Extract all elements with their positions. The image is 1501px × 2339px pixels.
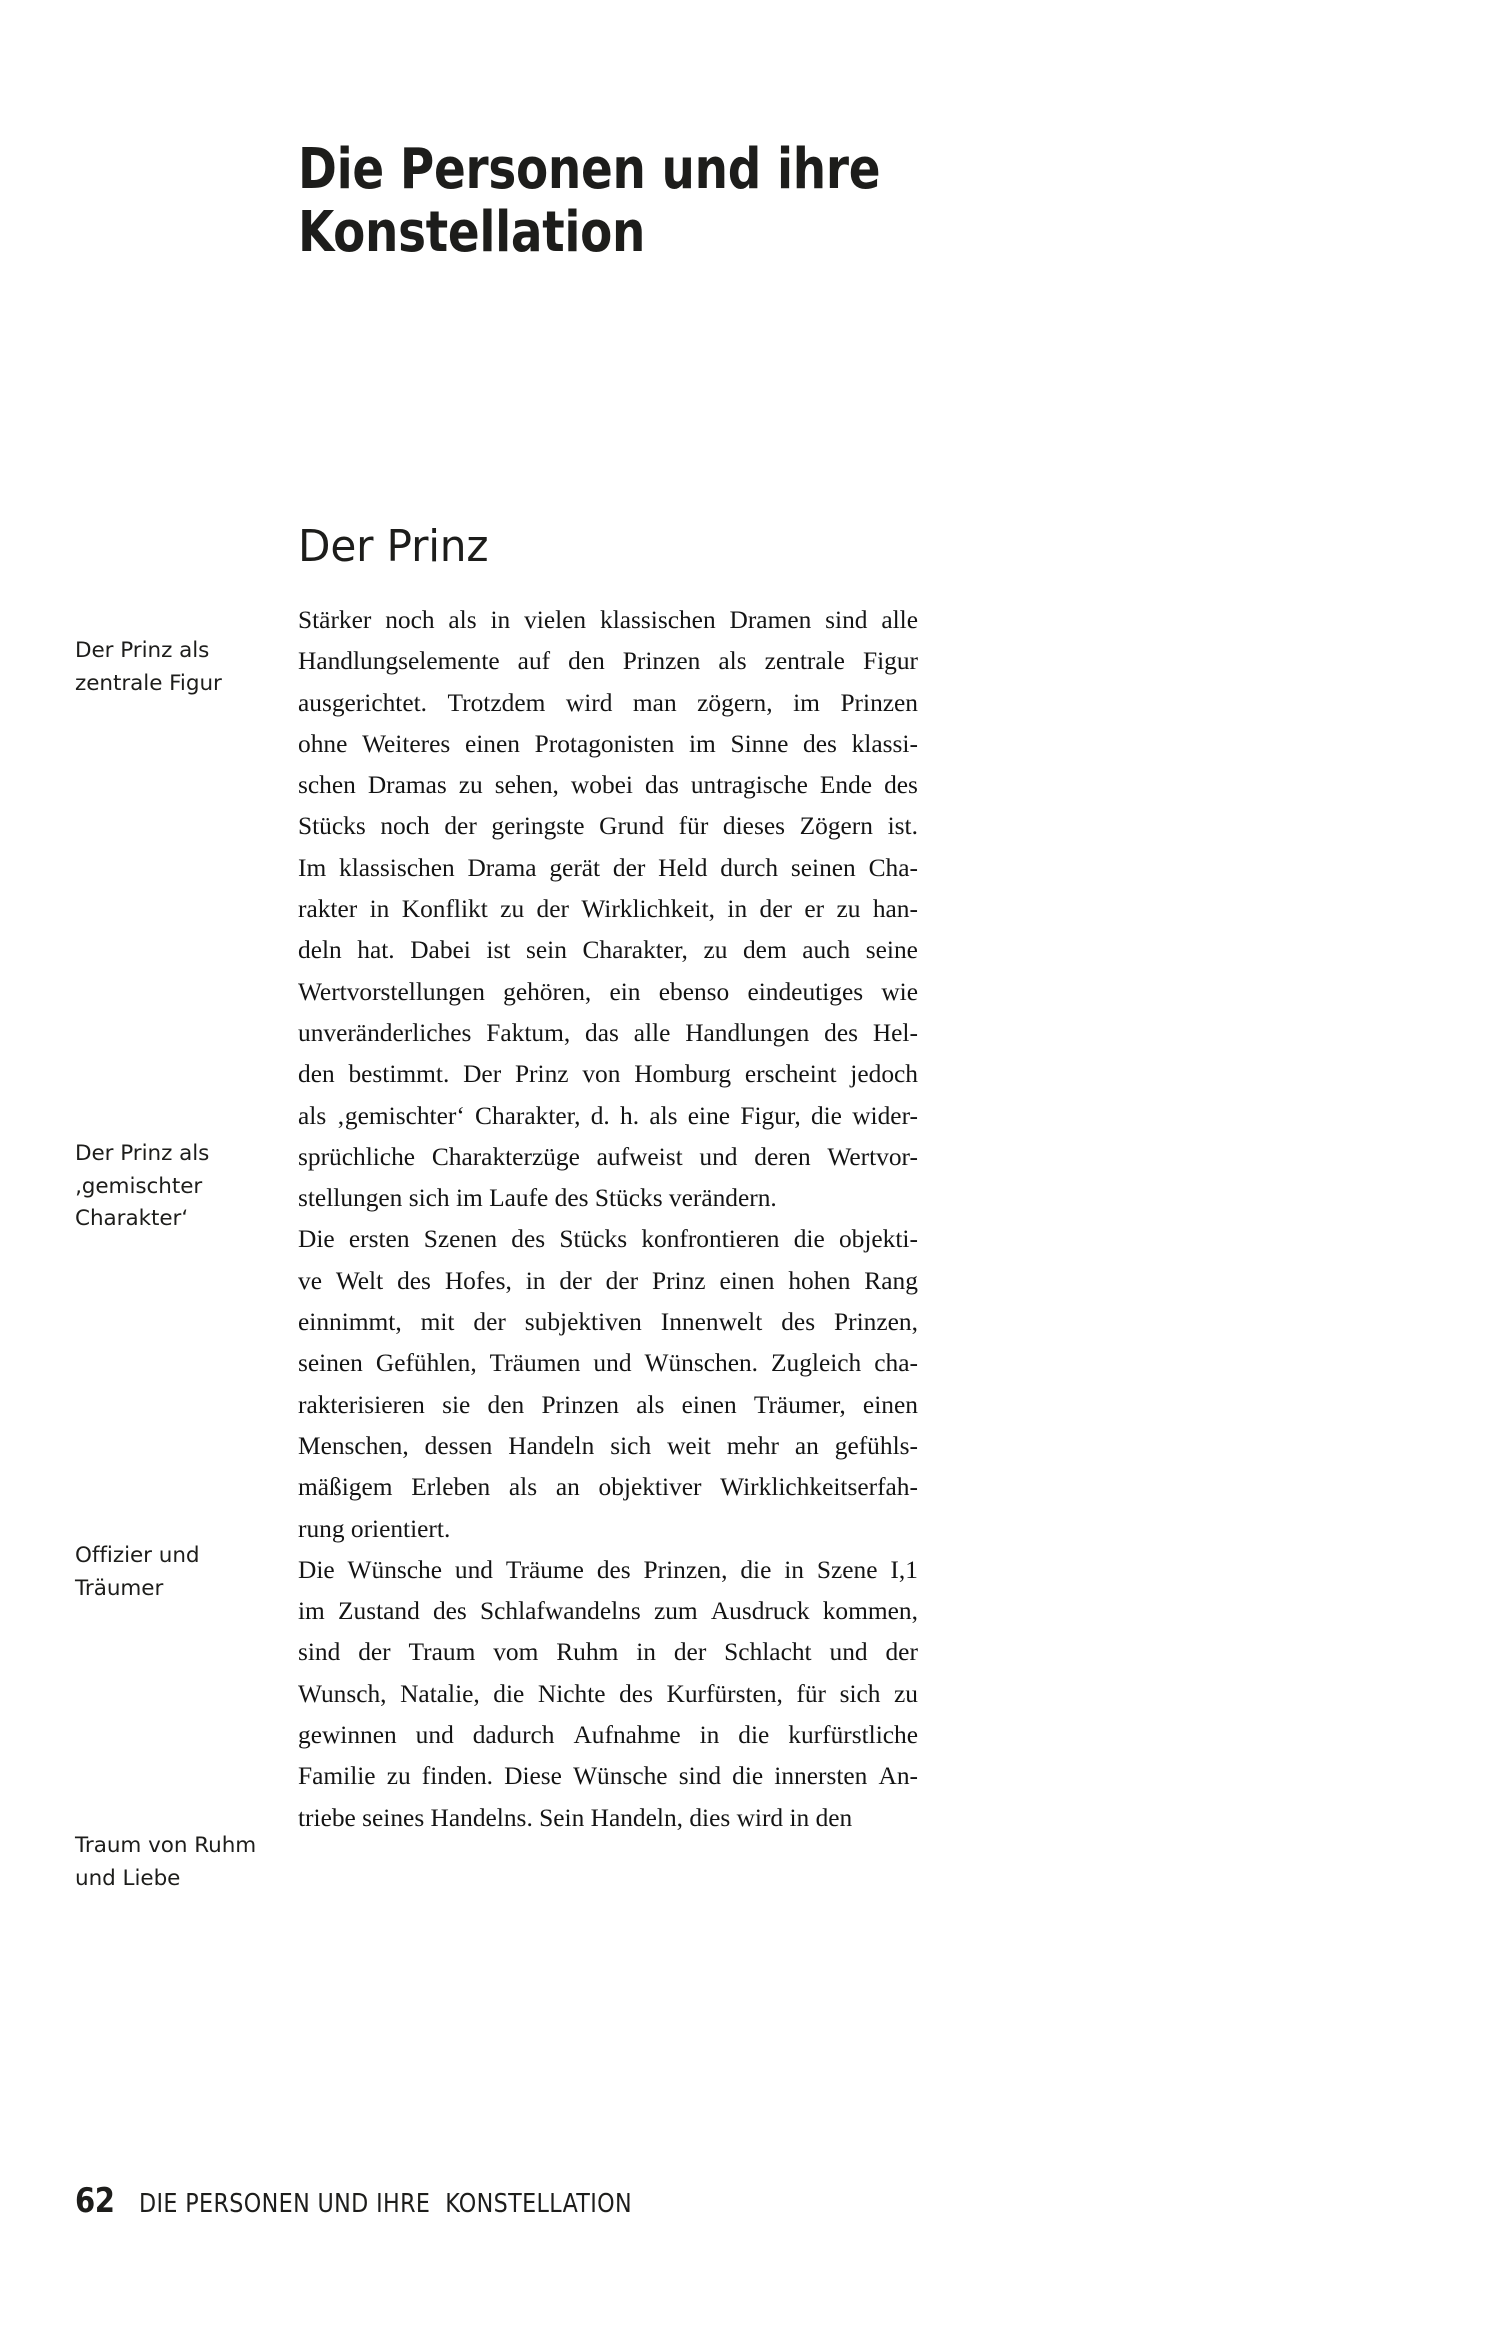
footer-page-number: 62 xyxy=(75,2181,115,2221)
body-line: unveränderliches Faktum, das alle Handlungen des Hel- xyxy=(298,1018,918,1047)
body-line: Im klassischen Drama gerät der Held durch seinen Cha- xyxy=(298,853,918,882)
body-line: Stärker noch als in vielen klassischen Dramen sind alle xyxy=(298,606,918,634)
body-line: im Zustand des Schlafwandelns zum Ausdruck kommen, xyxy=(298,1597,918,1626)
margin-note-line: und Liebe xyxy=(75,1865,181,1891)
body-line: Stücks noch der geringste Grund für dieses Zögern ist. xyxy=(298,812,918,841)
body-line: rung orientiert. xyxy=(298,1514,451,1543)
body-line: rakter in Konflikt zu der Wirklichkeit, in der er zu han- xyxy=(298,895,918,924)
margin-note-line: ‚gemischter xyxy=(75,1173,203,1199)
body-line: schen Dramas zu sehen, wobei das untragische Ende des xyxy=(298,771,918,800)
margin-note-line: Der Prinz als xyxy=(75,1141,210,1166)
page-title-line-1: Die Personen und ihre xyxy=(298,136,881,202)
body-line: den bestimmt. Der Prinz von Homburg erscheint jedoch xyxy=(298,1060,918,1089)
body-line: Familie zu finden. Diese Wünsche sind die innersten An- xyxy=(298,1762,918,1791)
margin-note-line: Charakter‘ xyxy=(75,1206,189,1232)
margin-note-zentrale-figur xyxy=(75,635,290,700)
margin-note-line: Traum von Ruhm xyxy=(75,1833,257,1858)
body-paragraph-1 xyxy=(298,600,918,1219)
margin-note-line: zentrale Figur xyxy=(75,670,222,696)
page-title xyxy=(298,138,893,266)
body-line: rakterisieren sie den Prinzen als einen Träumer, einen xyxy=(298,1390,918,1419)
body-line: ve Welt des Hofes, in der der Prinz einen hohen Rang xyxy=(298,1266,918,1295)
body-line: Menschen, dessen Handeln sich weit mehr an gefühls- xyxy=(298,1431,918,1460)
margin-note-offizier-traeumer xyxy=(75,1540,290,1605)
body-line: Handlungselemente auf den Prinzen als zentrale Figur xyxy=(298,647,918,676)
body-paragraph-3 xyxy=(298,1550,918,1839)
margin-note-line: Der Prinz als xyxy=(75,638,210,663)
body-paragraph-2 xyxy=(298,1219,918,1549)
page-title-line-2: Konstellation xyxy=(298,200,646,266)
margin-note-traum-ruhm-liebe xyxy=(75,1830,290,1895)
body-line: triebe seines Handelns. Sein Handeln, dies wird in den xyxy=(298,1803,853,1832)
body-line: deln hat. Dabei ist sein Charakter, zu dem auch seine xyxy=(298,936,918,965)
body-line: gewinnen und dadurch Aufnahme in die kurfürstliche xyxy=(298,1721,918,1750)
margin-note-line: Offizier und xyxy=(75,1543,200,1568)
body-line: als ‚gemischter‘ Charakter, d. h. als eine Figur, die wider- xyxy=(298,1101,918,1130)
footer-running-head: DIE PERSONEN UND IHRE KONSTELLATION xyxy=(138,2189,632,2219)
page-footer xyxy=(75,2181,658,2221)
body-line: sind der Traum vom Ruhm in der Schlacht und der xyxy=(298,1638,918,1667)
body-line: Die ersten Szenen des Stücks konfrontieren die objekti- xyxy=(298,1225,918,1254)
section-heading: Der Prinz xyxy=(298,520,489,572)
body-line: einnimmt, mit der subjektiven Innenwelt des Prinzen, xyxy=(298,1308,918,1337)
body-line: seinen Gefühlen, Träumen und Wünschen. Zugleich cha- xyxy=(298,1349,918,1378)
body-line: Die Wünsche und Träume des Prinzen, die in Szene I,1 xyxy=(298,1555,918,1584)
body-line: ohne Weiteres einen Protagonisten im Sinne des klassi- xyxy=(298,729,918,758)
body-line: mäßigem Erleben als an objektiver Wirklichkeitserfah- xyxy=(298,1473,918,1502)
margin-note-gemischter-charakter xyxy=(75,1138,290,1236)
body-line: Wertvorstellungen gehören, ein ebenso eindeutiges wie xyxy=(298,977,918,1006)
body-line: sprüchliche Charakterzüge aufweist und deren Wertvor- xyxy=(298,1142,918,1171)
body-line: Wunsch, Natalie, die Nichte des Kurfürsten, für sich zu xyxy=(298,1679,918,1708)
body-text-column xyxy=(298,600,918,1839)
body-line: stellungen sich im Laufe des Stücks verändern. xyxy=(298,1184,777,1213)
body-line: ausgerichtet. Trotzdem wird man zögern, im Prinzen xyxy=(298,688,918,717)
margin-note-line: Träumer xyxy=(75,1575,164,1601)
